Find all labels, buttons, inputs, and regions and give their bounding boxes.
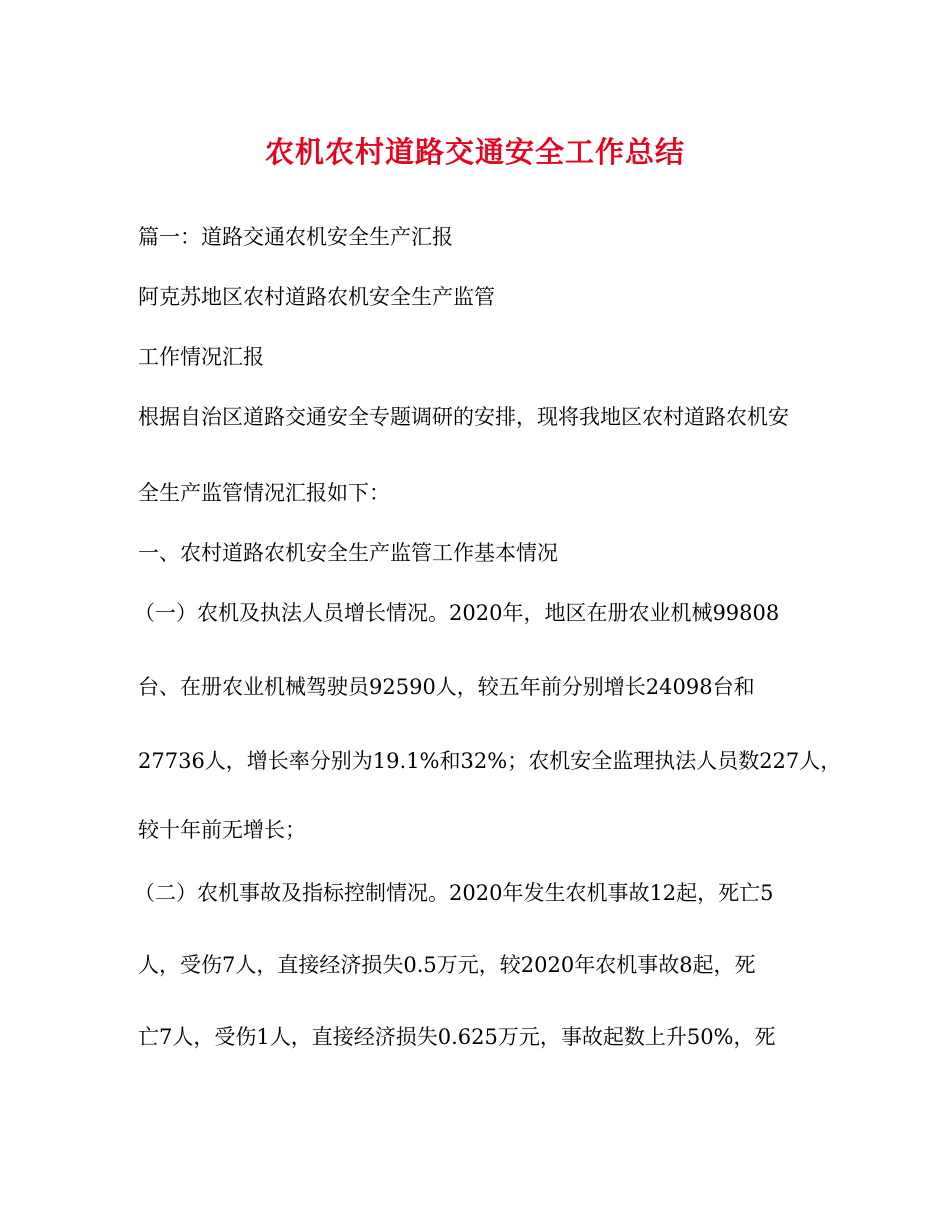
paragraph-line: 27736人，增长率分别为19.1%和32%；农机安全监理执法人员数227人， — [138, 749, 842, 773]
paragraph-line: 人，受伤7人，直接经济损失0.5万元，较2020年农机事故8起，死 — [138, 953, 756, 977]
paragraph-line: 全生产监管情况汇报如下： — [138, 481, 390, 505]
paragraph-line: 工作情况汇报 — [138, 345, 264, 369]
section-heading: 一、农村道路农机安全生产监管工作基本情况 — [138, 541, 558, 565]
paragraph-line: 篇一：道路交通农机安全生产汇报 — [138, 225, 453, 249]
paragraph-line: 根据自治区道路交通安全专题调研的安排，现将我地区农村道路农机安 — [138, 405, 789, 429]
paragraph-line: 亡7人，受伤1人，直接经济损失0.625万元，事故起数上升50%，死 — [138, 1025, 776, 1049]
paragraph-line: 阿克苏地区农村道路农机安全生产监管 — [138, 285, 495, 309]
document-title: 农机农村道路交通安全工作总结 — [264, 135, 685, 169]
paragraph-line: （一）农机及执法人员增长情况。2020年，地区在册农业机械99808 — [134, 601, 780, 625]
paragraph-line: 台、在册农业机械驾驶员92590人，较五年前分别增长24098台和 — [138, 675, 755, 699]
paragraph-line: 较十年前无增长； — [138, 818, 306, 842]
paragraph-line: （二）农机事故及指标控制情况。2020年发生农机事故12起，死亡5 — [134, 881, 774, 905]
